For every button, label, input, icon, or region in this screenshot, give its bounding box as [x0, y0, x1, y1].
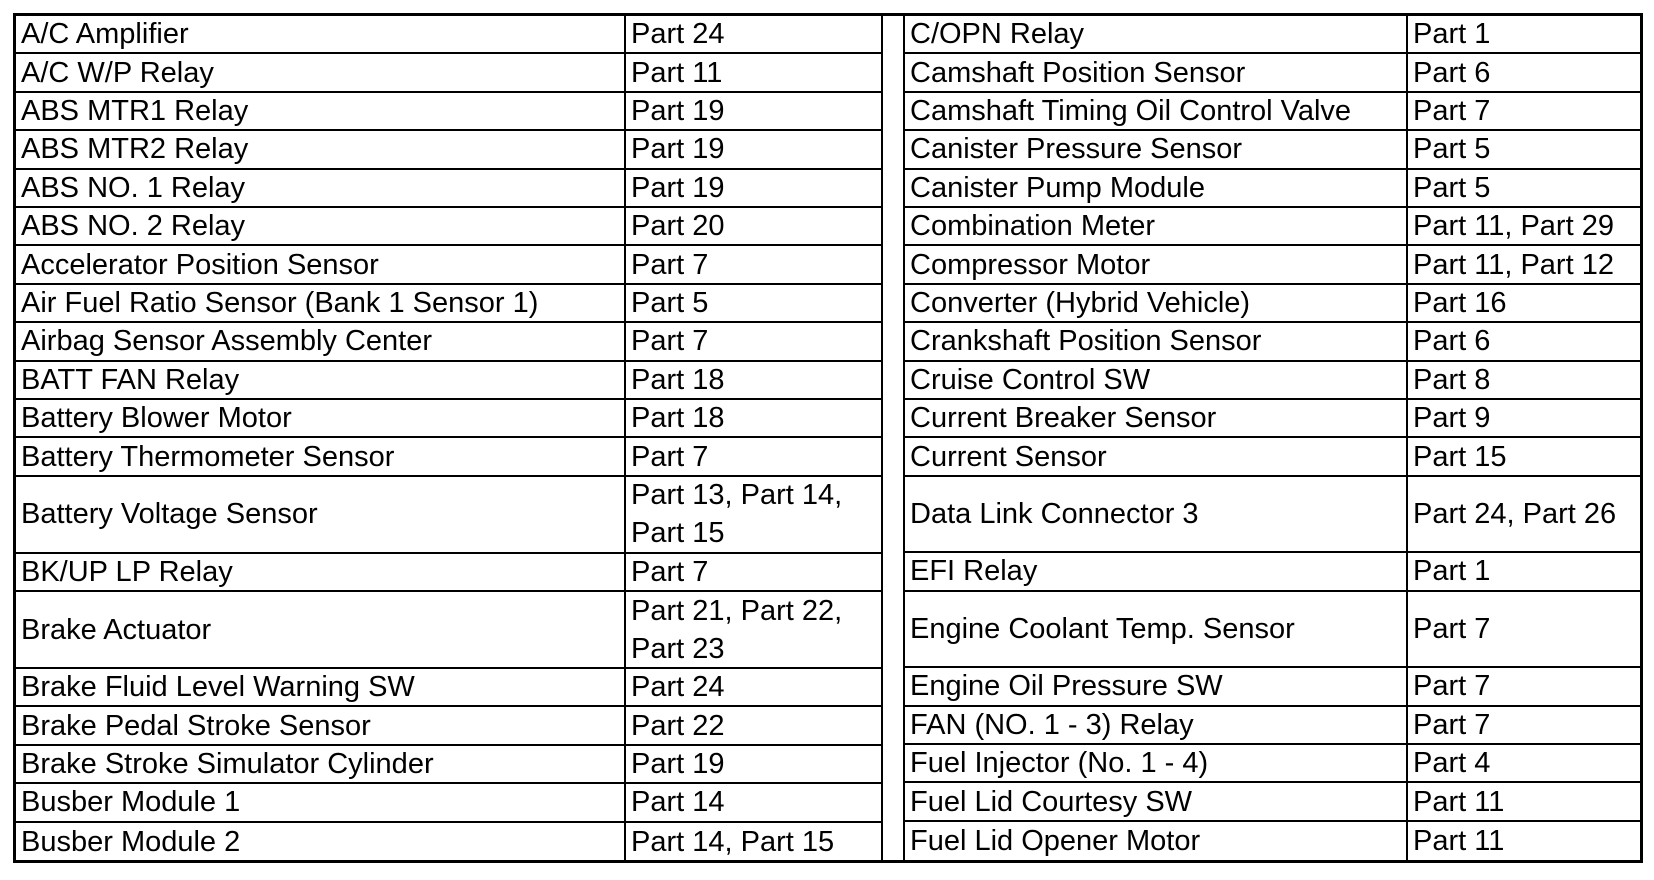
- part-reference: Part 7: [631, 555, 709, 588]
- table-row: [16, 323, 881, 361]
- part-reference: Part 9: [1413, 402, 1491, 435]
- component-name: Current Breaker Sensor: [905, 400, 1408, 436]
- table-row: [16, 707, 881, 745]
- table-row: [905, 553, 1640, 591]
- component-name: EFI Relay: [905, 553, 1408, 589]
- component-name: Converter (Hybrid Vehicle): [905, 285, 1408, 321]
- part-reference: Part 11: [1413, 785, 1505, 818]
- part-reference: Part 13, Part 14, Part 15: [631, 479, 843, 550]
- table-row: [16, 16, 881, 54]
- table-row: [16, 285, 881, 323]
- component-name: Camshaft Position Sensor: [905, 54, 1408, 90]
- part-reference: Part 19: [631, 748, 725, 781]
- table-row: [16, 746, 881, 784]
- table-row: [16, 131, 881, 169]
- part-reference: Part 7: [1413, 94, 1491, 127]
- table-row: [905, 822, 1640, 860]
- part-reference: Part 18: [631, 363, 725, 396]
- table-row: [905, 323, 1640, 361]
- table-row: [905, 131, 1640, 169]
- table-row: [16, 823, 881, 861]
- table-row: [16, 477, 881, 554]
- part-reference: Part 7: [631, 325, 709, 358]
- component-name: Brake Fluid Level Warning SW: [16, 669, 626, 705]
- component-name: C/OPN Relay: [905, 16, 1408, 52]
- table-row: [905, 16, 1640, 54]
- component-name: Engine Coolant Temp. Sensor: [905, 592, 1408, 667]
- component-name: Camshaft Timing Oil Control Valve: [905, 93, 1408, 129]
- part-reference: Part 5: [1413, 133, 1491, 166]
- component-name: A/C W/P Relay: [16, 54, 626, 90]
- component-name: Busber Module 1: [16, 784, 626, 820]
- table-row: [16, 362, 881, 400]
- component-name: ABS MTR2 Relay: [16, 131, 626, 167]
- component-name: BK/UP LP Relay: [16, 554, 626, 590]
- component-name: Engine Oil Pressure SW: [905, 668, 1408, 704]
- table-row: [905, 93, 1640, 131]
- table-row: [16, 784, 881, 822]
- table-row: [16, 54, 881, 92]
- table-row: [905, 783, 1640, 821]
- part-reference: Part 5: [1413, 171, 1491, 204]
- component-name: Fuel Lid Courtesy SW: [905, 783, 1408, 819]
- component-name: Brake Pedal Stroke Sensor: [16, 707, 626, 743]
- component-name: ABS MTR1 Relay: [16, 93, 626, 129]
- table-row: [16, 400, 881, 438]
- table-row: [905, 668, 1640, 706]
- right-table: [905, 16, 1640, 860]
- part-reference: Part 7: [1413, 670, 1491, 703]
- part-reference: Part 14: [631, 786, 725, 819]
- table-row: [905, 208, 1640, 246]
- part-reference: Part 6: [1413, 325, 1491, 358]
- table-row: [905, 592, 1640, 669]
- component-name: Canister Pressure Sensor: [905, 131, 1408, 167]
- component-name: Canister Pump Module: [905, 170, 1408, 206]
- part-reference: Part 11: [1413, 824, 1505, 857]
- table-row: [905, 170, 1640, 208]
- component-name: Fuel Injector (No. 1 - 4): [905, 745, 1408, 781]
- table-row: [905, 246, 1640, 284]
- component-name: Busber Module 2: [16, 823, 626, 861]
- part-reference: Part 11, Part 29: [1413, 210, 1614, 243]
- table-row: [905, 707, 1640, 745]
- component-name: Combination Meter: [905, 208, 1408, 244]
- part-reference: Part 1: [1413, 18, 1491, 51]
- part-reference: Part 1: [1413, 555, 1491, 588]
- part-reference: Part 15: [1413, 440, 1507, 473]
- part-reference: Part 20: [631, 210, 725, 243]
- part-reference: Part 19: [631, 171, 725, 204]
- part-reference: Part 7: [631, 248, 709, 281]
- part-reference: Part 21, Part 22, Part 23: [631, 594, 843, 665]
- left-table: [16, 16, 883, 860]
- component-name: ABS NO. 1 Relay: [16, 170, 626, 206]
- part-reference: Part 19: [631, 133, 725, 166]
- table-row: [905, 477, 1640, 554]
- part-reference: Part 7: [631, 440, 709, 473]
- component-name: Battery Blower Motor: [16, 400, 626, 436]
- component-name: Accelerator Position Sensor: [16, 246, 626, 282]
- component-name: Brake Stroke Simulator Cylinder: [16, 746, 626, 782]
- part-reference: Part 7: [1413, 612, 1491, 645]
- component-name: Compressor Motor: [905, 246, 1408, 282]
- part-reference: Part 19: [631, 94, 725, 127]
- part-reference: Part 22: [631, 709, 725, 742]
- table-row: [905, 54, 1640, 92]
- table-row: [905, 745, 1640, 783]
- column-separator: [883, 16, 905, 860]
- table-row: [905, 362, 1640, 400]
- component-name: Fuel Lid Opener Motor: [905, 822, 1408, 860]
- part-reference: Part 6: [1413, 56, 1491, 89]
- part-reference: Part 7: [1413, 708, 1491, 741]
- part-reference: Part 24: [631, 18, 725, 51]
- component-name: ABS NO. 2 Relay: [16, 208, 626, 244]
- component-name: Airbag Sensor Assembly Center: [16, 323, 626, 359]
- component-name: A/C Amplifier: [16, 16, 626, 52]
- part-reference: Part 14, Part 15: [631, 825, 835, 858]
- part-reference: Part 5: [631, 286, 709, 319]
- component-name: Battery Voltage Sensor: [16, 477, 626, 552]
- table-row: [905, 400, 1640, 438]
- component-name: FAN (NO. 1 - 3) Relay: [905, 707, 1408, 743]
- table-row: [16, 669, 881, 707]
- part-reference: Part 24, Part 26: [1413, 497, 1617, 530]
- part-reference: Part 11: [631, 56, 723, 89]
- component-name: Crankshaft Position Sensor: [905, 323, 1408, 359]
- table-row: [16, 170, 881, 208]
- table-row: [16, 93, 881, 131]
- part-reference: Part 8: [1413, 363, 1491, 396]
- component-name: Data Link Connector 3: [905, 477, 1408, 552]
- component-name: Brake Actuator: [16, 592, 626, 667]
- component-name: Cruise Control SW: [905, 362, 1408, 398]
- table-row: [16, 438, 881, 476]
- table-row: [16, 246, 881, 284]
- component-name: Current Sensor: [905, 438, 1408, 474]
- table-row: [905, 285, 1640, 323]
- table-row: [16, 554, 881, 592]
- component-name: Battery Thermometer Sensor: [16, 438, 626, 474]
- table-row: [905, 438, 1640, 476]
- component-name: BATT FAN Relay: [16, 362, 626, 398]
- table-row: [16, 208, 881, 246]
- part-reference: Part 16: [1413, 286, 1507, 319]
- part-reference: Part 11, Part 12: [1413, 248, 1614, 281]
- parts-index-table: [13, 13, 1643, 863]
- part-reference: Part 18: [631, 402, 725, 435]
- part-reference: Part 4: [1413, 747, 1491, 780]
- component-name: Air Fuel Ratio Sensor (Bank 1 Sensor 1): [16, 285, 626, 321]
- table-row: [16, 592, 881, 669]
- part-reference: Part 24: [631, 671, 725, 704]
